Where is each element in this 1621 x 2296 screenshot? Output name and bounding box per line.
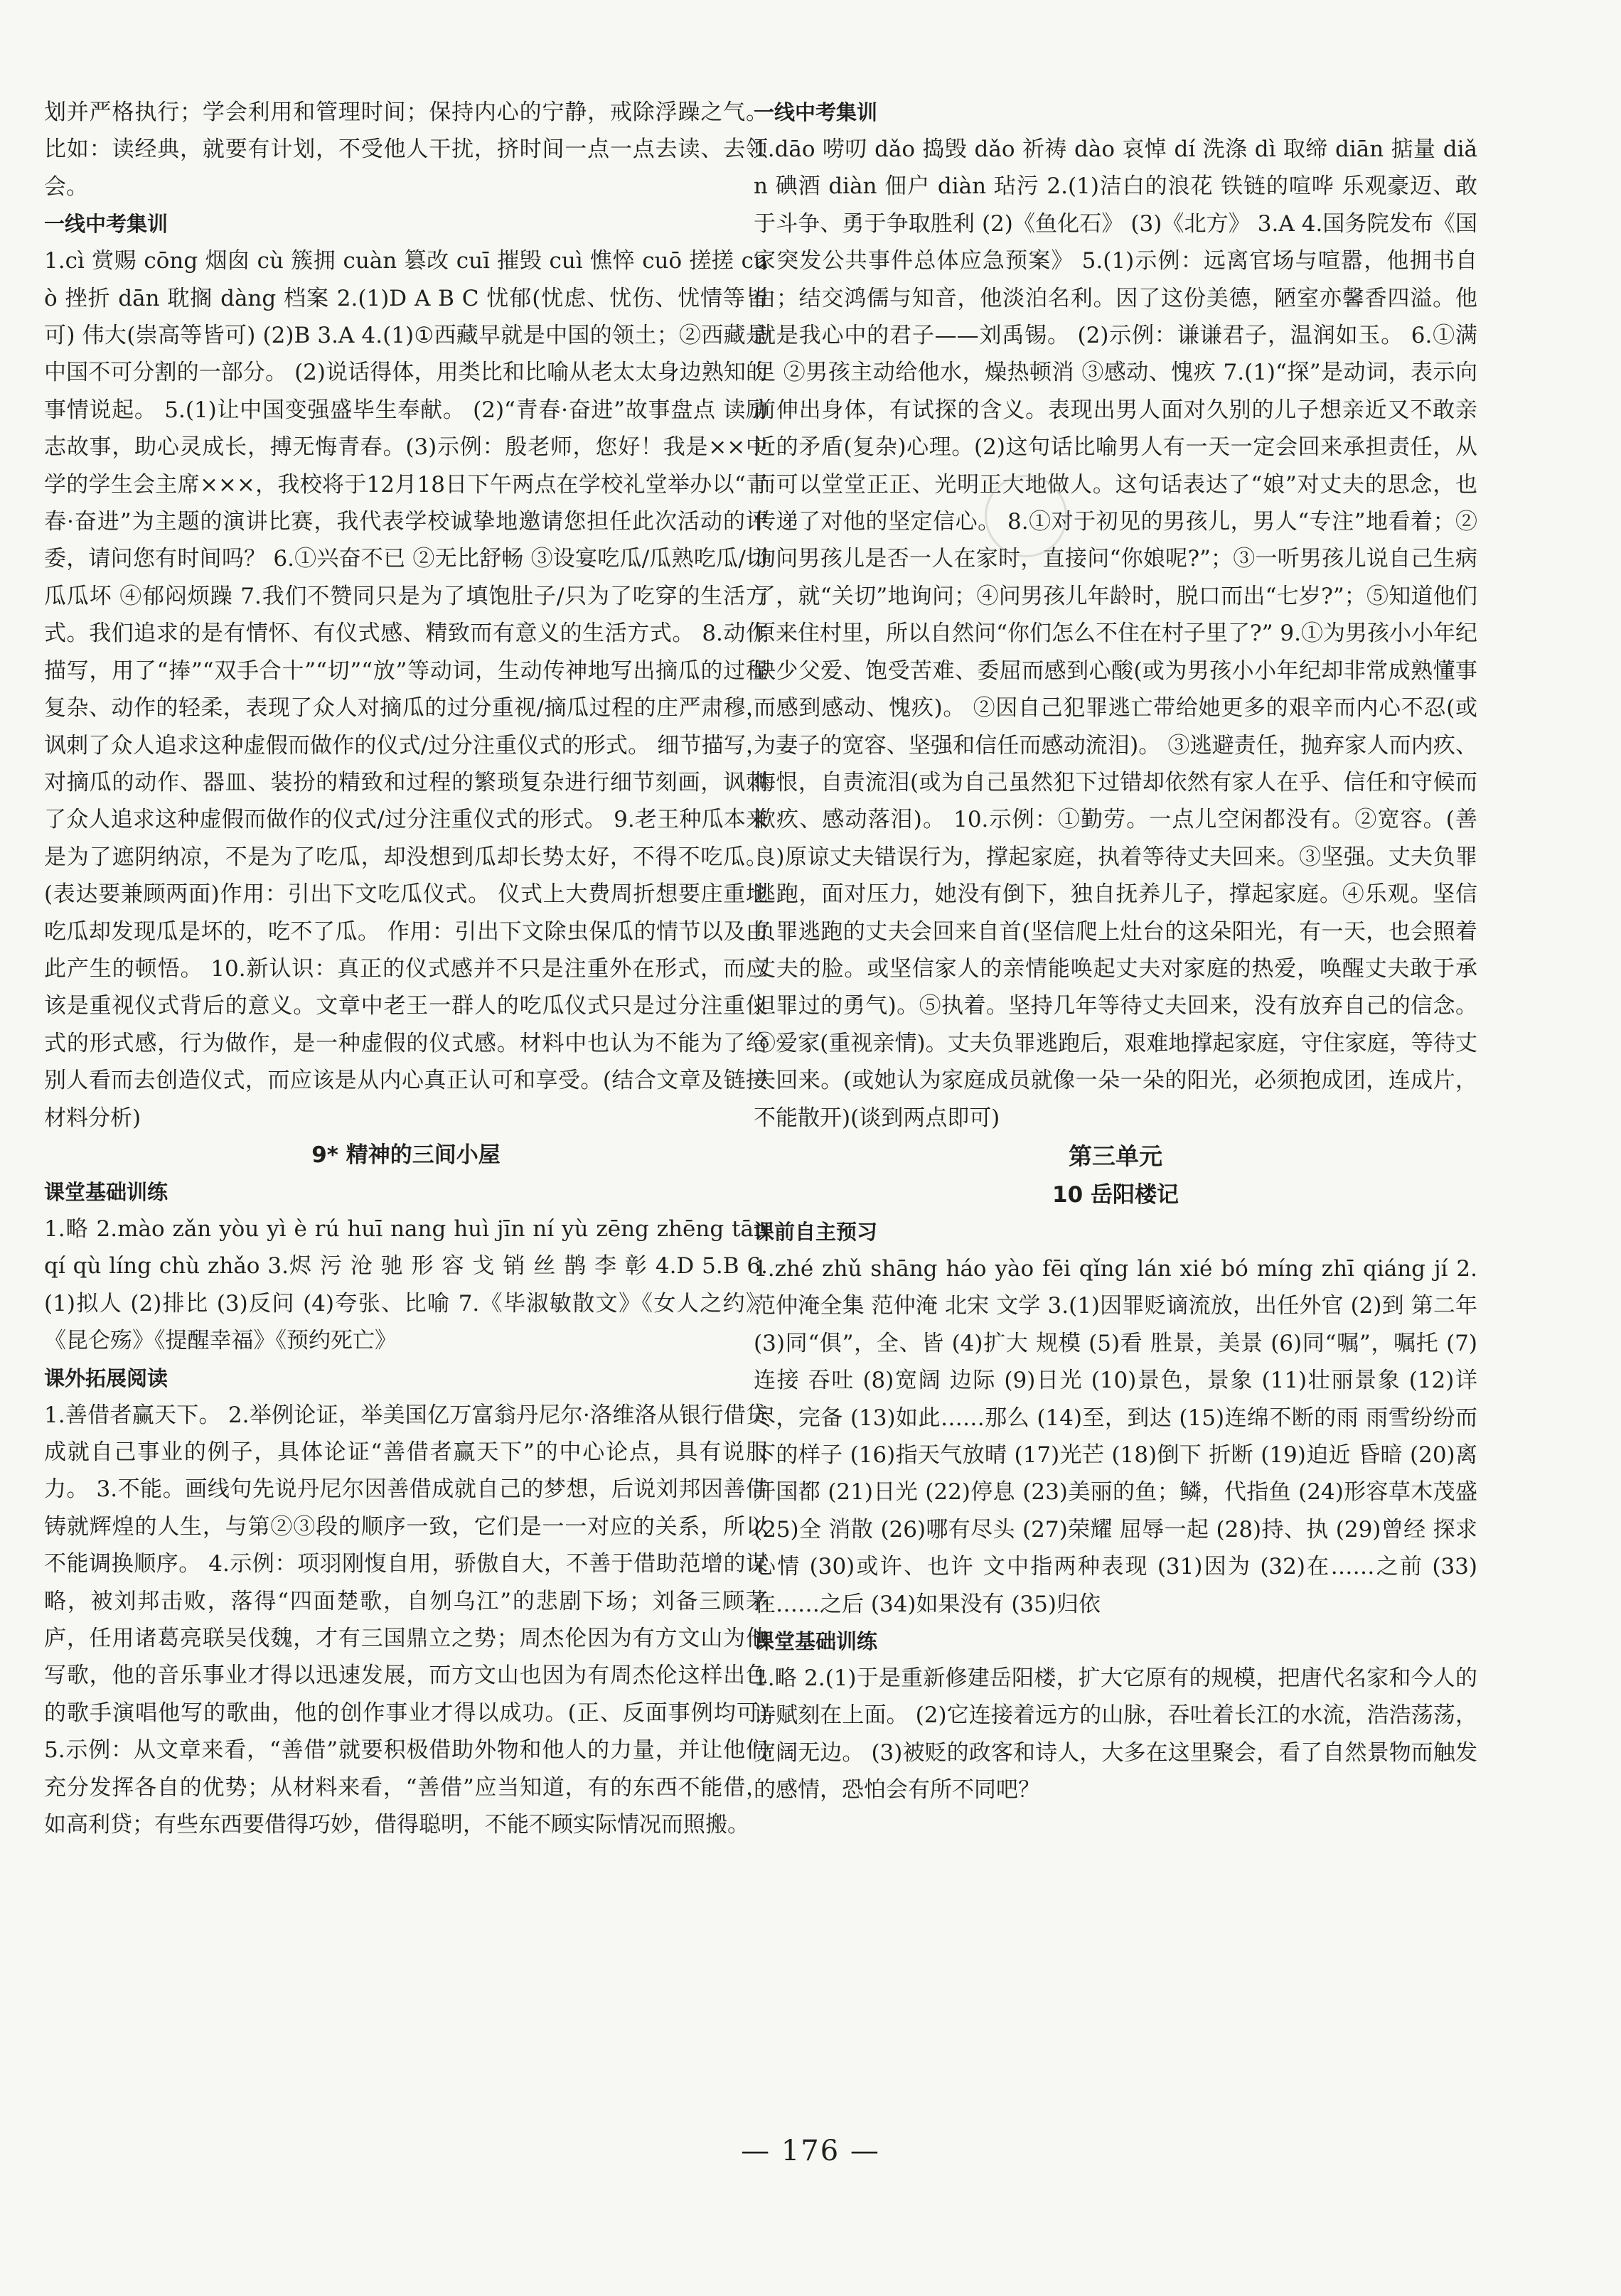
- right-lesson-title: 10 岳阳楼记: [1052, 1181, 1179, 1208]
- left-section-heading: 一线中考集训: [44, 212, 168, 237]
- left-answer-paragraph: 划并严格执行；学会利用和管理时间；保持内心的宁静，戒除浮躁之气。比如：读经典，就要有计划，不受他人干扰，挤时间一点一点去读、去领会。: [44, 100, 768, 200]
- left-answer-paragraph: 1.略 2.mào zǎn yòu yì è rú huī nang huì jīn ní yù zēng zhēng tān qí qù líng chù zhǎo 3.烬 污 沧 驰 形 容 戈 销 丝 鹊 李 彰 4.D 5.B 6.(1)拟人 (2)排比 (3)反问 (4)夸张、比喻 7.《毕淑敏散文》《女人之约》《昆仑殇》《提醒幸福》《预约死亡》: [44, 1216, 768, 1354]
- left-section-heading: 课外拓展阅读: [44, 1366, 168, 1390]
- right-unit-title: 第三单元: [1069, 1142, 1162, 1170]
- left-section-heading: 课堂基础训练: [44, 1179, 168, 1204]
- right-answer-paragraph: 1.略 2.(1)于是重新修建岳阳楼，扩大它原有的规模，把唐代名家和今人的诗赋刻在上面。 (2)它连接着远方的山脉，吞吐着长江的水流，浩浩荡荡，宽阔无边。 (3)被贬的政客和诗人，大多在这里聚会，看了自然景物而触发的感情，恐怕会有所不同吧？: [754, 1665, 1477, 1803]
- page-number: — 176 —: [741, 2135, 880, 2167]
- left-answer-paragraph: 1.善借者赢天下。 2.举例论证，举美国亿万富翁丹尼尔·洛维洛从银行借贷成就自己事业的例子，具体论证“善借者赢天下”的中心论点，具有说服力。 3.不能。画线句先说丹尼尔因善借成就自己的梦想，后说刘邦因善借铸就辉煌的人生，与第②③段的顺序一致，它们是一一对应的关系，所以不能调换顺序。 4.示例：项羽刚愎自用，骄傲自大，不善于借助范增的谋略，被刘邦击败，落得“四面楚歌，自刎乌江”的悲剧下场；刘备三顾茅庐，任用诸葛亮联吴伐魏，才有三国鼎立之势；周杰伦因为有方文山为他写歌，他的音乐事业才得以迅速发展，而方文山也因为有周杰伦这样出色的歌手演唱他写的歌曲，他的创作事业才得以成功。(正、反面事例均可) 5.示例：从文章来看，“善借”就要积极借助外物和他人的力量，并让他们充分发挥各自的优势；从材料来看，“善借”应当知道，有的东西不能借，如高利贷；有些东西要借得巧妙，借得聪明，不能不顾实际情况而照搬。: [44, 1402, 768, 1838]
- right-section-heading: 课堂基础训练: [754, 1629, 878, 1654]
- right-answer-paragraph: 1.zhé zhǔ shāng háo yào fēi qǐng lán xié bó míng zhī qiáng jí 2.范仲淹全集 范仲淹 北宋 文学 3.(1)因罪贬谪流放，出任外官 (2)到 第二年 (3)同“俱”，全、皆 (4)扩大 规模 (5)看 胜景，美景 (6)同“嘱”，嘱托 (7)连接 吞吐 (8)宽阔 边际 (9)日光 (10)景色，景象 (11)壮丽景象 (12)详尽，完备 (13)如此……那么 (14)至，到达 (15)连绵不断的雨 雨雪纷纷而下的样子 (16)指天气放晴 (17)光芒 (18)倒下 折断 (19)迫近 昏暗 (20)离开国都 (21)日光 (22)停息 (23)美丽的鱼；鳞，代指鱼 (24)形容草木茂盛 (25)全 消散 (26)哪有尽头 (27)荣耀 屈辱一起 (28)持、执 (29)曾经 探求 心情 (30)或许、也许 文中指两种表现 (31)因为 (32)在……之前 (33)在……之后 (34)如果没有 (35)归依: [754, 1255, 1477, 1617]
- right-column: [754, 94, 1477, 1809]
- right-answer-paragraph: 1.dāo 唠叨 dǎo 捣毁 dǎo 祈祷 dào 哀悼 dí 洗涤 dì 取缔 diān 掂量 diǎn 碘酒 diàn 佃户 diàn 玷污 2.(1)洁白的浪花 铁链的喧哗 乐观豪迈、敢于斗争、勇于争取胜利 (2)《鱼化石》 (3)《北方》 3.A 4.国务院发布《国家突发公共事件总体应急预案》 5.(1)示例：远离官场与喧嚣，他拥书自由；结交鸿儒与知音，他淡泊名利。因了这份美德，陋室亦馨香四溢。他就是我心中的君子——刘禹锡。 (2)示例：谦谦君子，温润如玉。 6.①满足 ②男孩主动给他水，燥热顿消 ③感动、愧疚 7.(1)“探”是动词，表示向前伸出身体，有试探的含义。表现出男人面对久别的儿子想亲近又不敢亲近的矛盾(复杂)心理。(2)这句话比喻男人有一天一定会回来承担责任，从而可以堂堂正正、光明正大地做人。这句话表达了“娘”对丈夫的思念，也传递了对他的坚定信心。 8.①对于初见的男孩儿，男人“专注”地看着；②询问男孩儿是否一人在家时，直接问“你娘呢?”；③一听男孩儿说自己生病了，就“关切”地询问；④问男孩儿年龄时，脱口而出“七岁?”；⑤知道他们原来住村里，所以自然问“你们怎么不住在村子里了?” 9.①为男孩小小年纪缺少父爱、饱受苦难、委屈而感到心酸(或为男孩小小年纪却非常成熟懂事而感到感动、愧疚)。 ②因自己犯罪逃亡带给她更多的艰辛而内心不忍(或为妻子的宽容、坚强和信任而感动流泪)。 ③逃避责任，抛弃家人而内疚、悔恨，自责流泪(或为自己虽然犯下过错却依然有家人在乎、信任和守候而歉疚、感动落泪)。 10.示例：①勤劳。一点儿空闲都没有。②宽容。(善良)原谅丈夫错误行为，撑起家庭，执着等待丈夫回来。③坚强。丈夫负罪逃跑，面对压力，她没有倒下，独自抚养儿子，撑起家庭。④乐观。坚信负罪逃跑的丈夫会回来自首(坚信爬上灶台的这朵阳光，有一天，也会照着丈夫的脸。或坚信家人的亲情能唤起丈夫对家庭的热爱，唤醒丈夫敢于承担罪过的勇气)。⑤执着。坚持几年等待丈夫回来，没有放弃自己的信念。⑥爱家(重视亲情)。丈夫负罪逃跑后，艰难地撑起家庭，守住家庭，等待丈夫回来。(或她认为家庭成员就像一朵一朵的阳光，必须抱成团，连成片，不能散开)(谈到两点即可): [754, 136, 1477, 1131]
- right-section-heading: 一线中考集训: [754, 100, 878, 124]
- left-column: [44, 94, 768, 1843]
- left-lesson-title: 9* 精神的三间小屋: [311, 1142, 501, 1168]
- right-section-heading: 课前自主预习: [754, 1219, 878, 1244]
- left-answer-paragraph: 1.cì 赏赐 cōng 烟囱 cù 簇拥 cuàn 篡改 cuī 摧毁 cuì 憔悴 cuō 搓搓 cuò 挫折 dān 耽搁 dàng 档案 2.(1)D A B C 忧郁(忧虑、忧伤、忧情等皆可) 伟大(崇高等皆可) (2)B 3.A 4.(1)①西藏早就是中国的领土；②西藏是中国不可分割的一部分。 (2)说话得体，用类比和比喻从老太太身边熟知的事情说起。 5.(1)让中国变强盛毕生奉献。 (2)“青春·奋进”故事盘点 读励志故事，助心灵成长，搏无悔青春。(3)示例：殷老师，您好！我是××中学的学生会主席×××，我校将于12月18日下午两点在学校礼堂举办以“青春·奋进”为主题的演讲比赛，我代表学校诚挚地邀请您担任此次活动的评委，请问您有时间吗？ 6.①兴奋不已 ②无比舒畅 ③设宴吃瓜/瓜熟吃瓜/切瓜瓜坏 ④郁闷烦躁 7.我们不赞同只是为了填饱肚子/只为了吃穿的生活方式。我们追求的是有情怀、有仪式感、精致而有意义的生活方式。 8.动作描写，用了“捧”“双手合十”“切”“放”等动词，生动传神地写出摘瓜的过程复杂、动作的轻柔，表现了众人对摘瓜的过分重视/摘瓜过程的庄严肃穆，讽刺了众人追求这种虚假而做作的仪式/过分注重仪式的形式。 细节描写，对摘瓜的动作、器皿、装扮的精致和过程的繁琐复杂进行细节刻画，讽刺了众人追求这种虚假而做作的仪式/过分注重仪式的形式。 9.老王种瓜本来是为了遮阴纳凉，不是为了吃瓜，却没想到瓜却长势太好，不得不吃瓜。(表达要兼顾两面)作用：引出下文吃瓜仪式。 仪式上大费周折想要庄重地吃瓜却发现瓜是坏的，吃不了瓜。 作用：引出下文除虫保瓜的情节以及由此产生的顿悟。 10.新认识：真正的仪式感并不只是注重外在形式，而应该是重视仪式背后的意义。文章中老王一群人的吃瓜仪式只是过分注重仪式的形式感，行为做作，是一种虚假的仪式感。材料中也认为不能为了给别人看而去创造仪式，而应该是从内心真正认可和享受。(结合文章及链接材料分析): [44, 248, 768, 1131]
- faint-stamp-mark: [985, 475, 1067, 557]
